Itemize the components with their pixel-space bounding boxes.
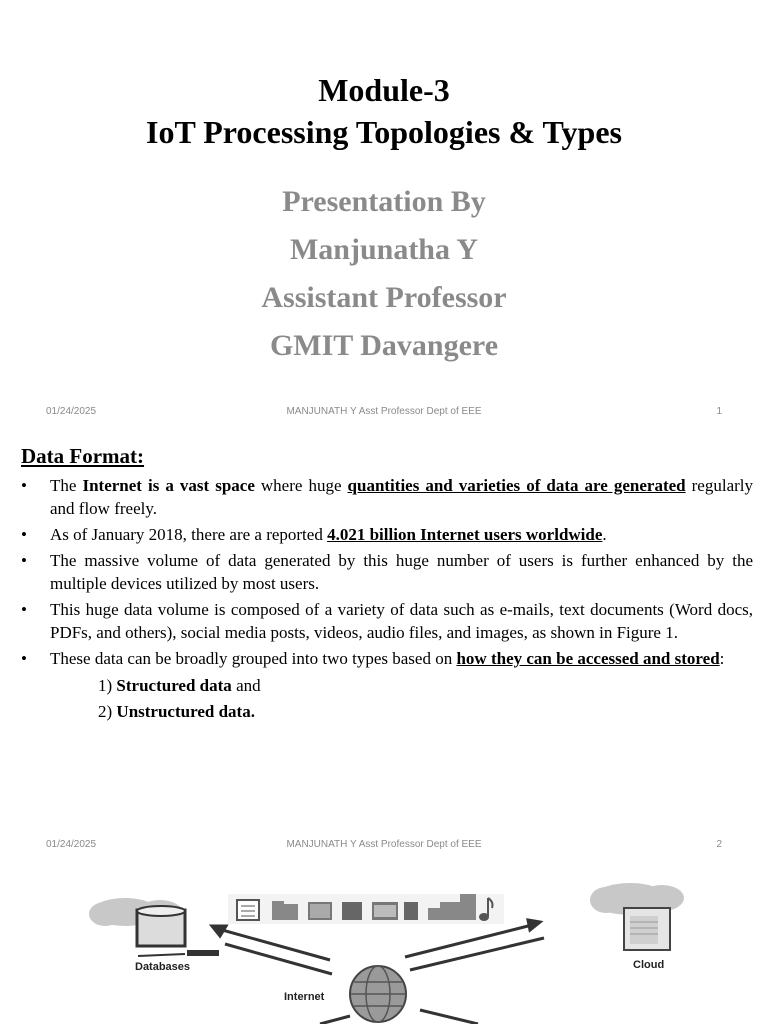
file-icon [342,902,362,920]
bullet-item [21,474,753,520]
internet-label: Internet [284,991,325,1003]
emphasis-text: how they can be accessed and stored [456,649,720,668]
title-line-2: IoT Processing Topologies & Types [146,114,622,150]
text: These data can be broadly grouped into two types based on [50,649,457,668]
bullet-item: • This huge data volume is composed of a variety of data such as e-mails, text documents (Word docs, PDFs, and others), social media posts, videos, audio files, and images, as shown in Figure 1. [21,598,753,644]
bullet-item: • The massive volume of data generated by this huge number of users is further enhanced by the multiple devices utilized by most users. [21,549,753,595]
globe-icon [350,966,406,1022]
presenter-name: Manjunatha Y [289,233,479,266]
text: and [231,676,261,695]
bullet-item [21,523,753,546]
sub-number: 2) [98,702,117,721]
text: . [602,525,607,544]
databases-label: Databases [135,961,191,973]
text: where huge [254,476,348,495]
slide-number: 2 [716,839,722,850]
server-icon [624,908,670,950]
phone-icon [404,902,418,920]
bold-text: Structured data [116,676,232,695]
title-line-1: Module-3 [318,72,450,108]
emphasis-text: 4.021 billion Internet users worldwide [327,525,603,544]
section-heading: Data Format: [21,444,145,468]
cloud-label: Cloud [633,959,665,971]
text: regularly and flow freely. [50,476,754,518]
presenter-role: Assistant Professor [261,281,507,314]
data-sources-figure [0,864,768,1024]
bold-text: Unstructured data. [116,702,255,721]
bullet-item [21,647,753,670]
text: The [50,476,83,495]
presenter-institution: GMIT Davangere [269,329,499,362]
film-icon [308,902,332,920]
presenter-line: Presentation By [282,185,486,218]
footer-date: 01/24/2025 [46,406,97,417]
bullet-list [21,474,753,725]
title-slide [0,0,768,432]
slide-number: 1 [716,406,722,417]
sub-item-structured [21,673,753,699]
emphasis-text: quantities and varieties of data are generated [347,476,686,495]
footer-date: 01/24/2025 [46,839,97,850]
database-icon [137,906,219,956]
text: As of January 2018, there are a reported [50,525,328,544]
document-icon [237,900,259,920]
footer-author: MANJUNATH Y Asst Professor Dept of EEE [286,839,482,850]
video-icon [372,902,398,920]
sub-number: 1) [98,676,117,695]
text: : [719,649,725,668]
bold-text: Internet is a vast space [82,476,255,495]
data-format-slide [0,432,768,864]
file-types-strip [228,894,504,924]
sub-item-unstructured [21,699,753,725]
footer-author: MANJUNATH Y Asst Professor Dept of EEE [286,406,482,417]
figure-slide [0,864,768,1024]
